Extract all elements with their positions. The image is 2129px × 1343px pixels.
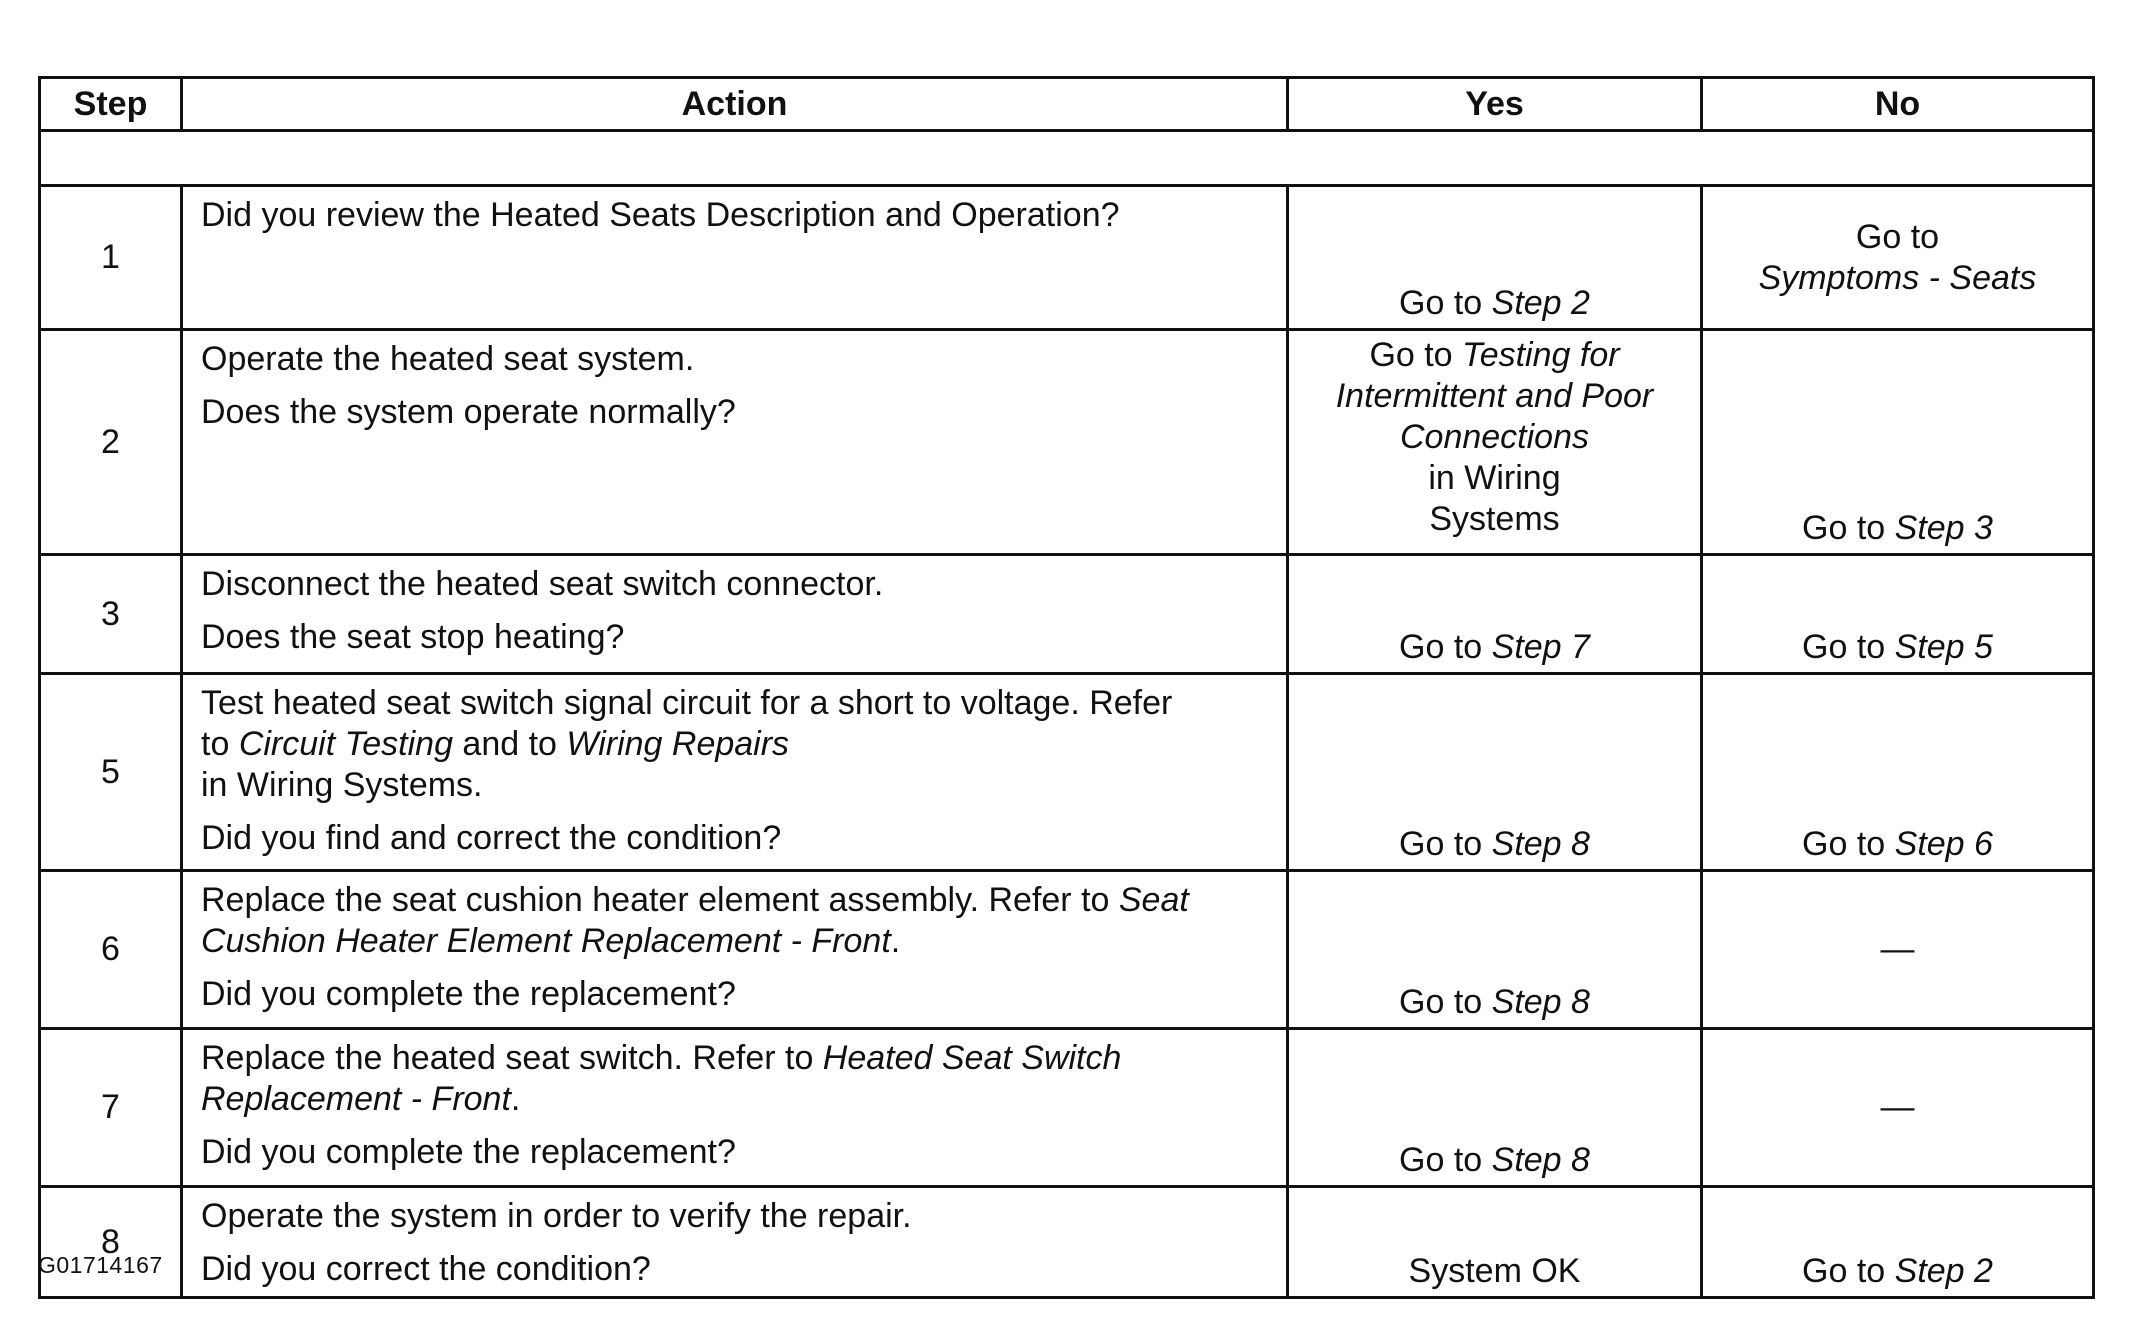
wiring-repairs-link[interactable]: Wiring Repairs [566,725,790,763]
action-text: Operate the heated seat system. [201,340,695,378]
goto-text: Go to [1802,628,1895,666]
action-cell [182,1029,1288,1187]
action-cell [182,555,1288,674]
header-no: No [1702,78,2094,131]
header-action: Action [182,78,1288,131]
testing-link-line2[interactable]: Intermittent and Poor [1335,377,1654,415]
yes-cell [1288,871,1702,1029]
testing-link[interactable]: Testing for [1462,336,1620,374]
action-question: Did you complete the replacement? [201,975,736,1013]
goto-text: Go to [1399,284,1492,322]
system-ok-text: System OK [1408,1252,1581,1290]
goto-text: Go to [1855,217,1940,256]
diagnostic-table [38,76,2095,1299]
action-question: Did you find and correct the condition? [201,819,782,857]
table-row [40,1187,2094,1298]
yes-cell [1288,674,1702,871]
step-number: 2 [40,330,182,555]
no-cell [1702,1029,2094,1187]
header-row [40,78,2094,131]
goto-text: Go to [1802,825,1895,863]
step-link[interactable]: Step 8 [1491,825,1590,863]
goto-text: Go to [1399,825,1492,863]
action-fragment: and to [452,725,567,763]
step-number: 6 [40,871,182,1029]
goto-text: Go to [1802,1252,1895,1290]
table-row [40,674,2094,871]
action-cell [182,674,1288,871]
action-line: in Wiring Systems. [201,766,483,804]
action-question: Did you complete the replacement? [201,1133,736,1171]
goto-text: Go to [1399,983,1492,1021]
step-link[interactable]: Step 2 [1491,284,1590,322]
no-dash: — [1880,1088,1915,1126]
step-link[interactable]: Step 2 [1894,1252,1993,1290]
testing-link-line3[interactable]: Connections [1399,418,1589,456]
no-cell [1702,1187,2094,1298]
table-row [40,330,2094,555]
no-cell [1702,674,2094,871]
action-text: Operate the system in order to verify the repair. [201,1197,912,1235]
no-cell [1702,871,2094,1029]
circuit-testing-link[interactable]: Circuit Testing [238,725,453,763]
step-link[interactable]: Step 8 [1491,983,1590,1021]
no-cell [1702,330,2094,555]
yes-cell [1288,186,1702,330]
goto-text: Go to [1369,336,1463,374]
yes-cell [1288,330,1702,555]
blank-cell [40,131,2094,186]
yes-cell [1288,1029,1702,1187]
action-text: Did you review the Heated Seats Description and Operation? [201,196,1120,234]
step-number: 5 [40,674,182,871]
action-text: Disconnect the heated seat switch connector. [201,565,884,603]
action-cell [182,330,1288,555]
table-row [40,871,2094,1029]
replacement-link[interactable]: Heated Seat Switch Replacement - Front [201,1039,1122,1118]
action-fragment: Replace the seat cushion heater element assembly. Refer to [201,881,1119,919]
action-text [201,683,1268,806]
replacement-link[interactable]: Seat Cushion Heater Element Replacement - Front [201,881,1189,960]
symptoms-link[interactable]: Symptoms - Seats [1758,258,2037,297]
action-fragment: . [890,922,901,960]
step-number: 7 [40,1029,182,1187]
action-cell [182,186,1288,330]
goto-text: Go to [1399,628,1492,666]
blank-row [40,131,2094,186]
step-link[interactable]: Step 3 [1894,509,1993,547]
action-cell [182,1187,1288,1298]
action-fragment: Replace the heated seat switch. Refer to [201,1039,823,1077]
action-line: Test heated seat switch signal circuit for a short to voltage. Refer [201,684,1173,722]
action-cell [182,871,1288,1029]
header-step: Step [40,78,182,131]
goto-text: Go to [1802,509,1895,547]
table-row [40,555,2094,674]
action-fragment: . [510,1080,521,1118]
figure-id: G01714167 [38,1252,163,1278]
wiring-text: in Wiring [1428,459,1561,497]
no-cell [1702,186,2094,330]
action-text [201,1038,1268,1120]
action-question: Did you correct the condition? [201,1250,651,1288]
step-number: 8 [40,1187,182,1298]
systems-text: Systems [1429,500,1560,538]
table-row [40,1029,2094,1187]
step-link[interactable]: Step 8 [1491,1141,1590,1179]
action-text [201,880,1268,962]
step-link[interactable]: Step 6 [1894,825,1993,863]
no-cell [1702,555,2094,674]
action-fragment: to [201,725,239,763]
action-question: Does the seat stop heating? [201,618,625,656]
step-number: 3 [40,555,182,674]
goto-text: Go to [1399,1141,1492,1179]
action-question: Does the system operate normally? [201,393,736,431]
step-link[interactable]: Step 7 [1491,628,1590,666]
yes-cell [1288,1187,1702,1298]
table-row [40,186,2094,330]
yes-cell [1288,555,1702,674]
step-link[interactable]: Step 5 [1894,628,1993,666]
no-dash: — [1880,930,1915,968]
header-yes: Yes [1288,78,1702,131]
step-number: 1 [40,186,182,330]
